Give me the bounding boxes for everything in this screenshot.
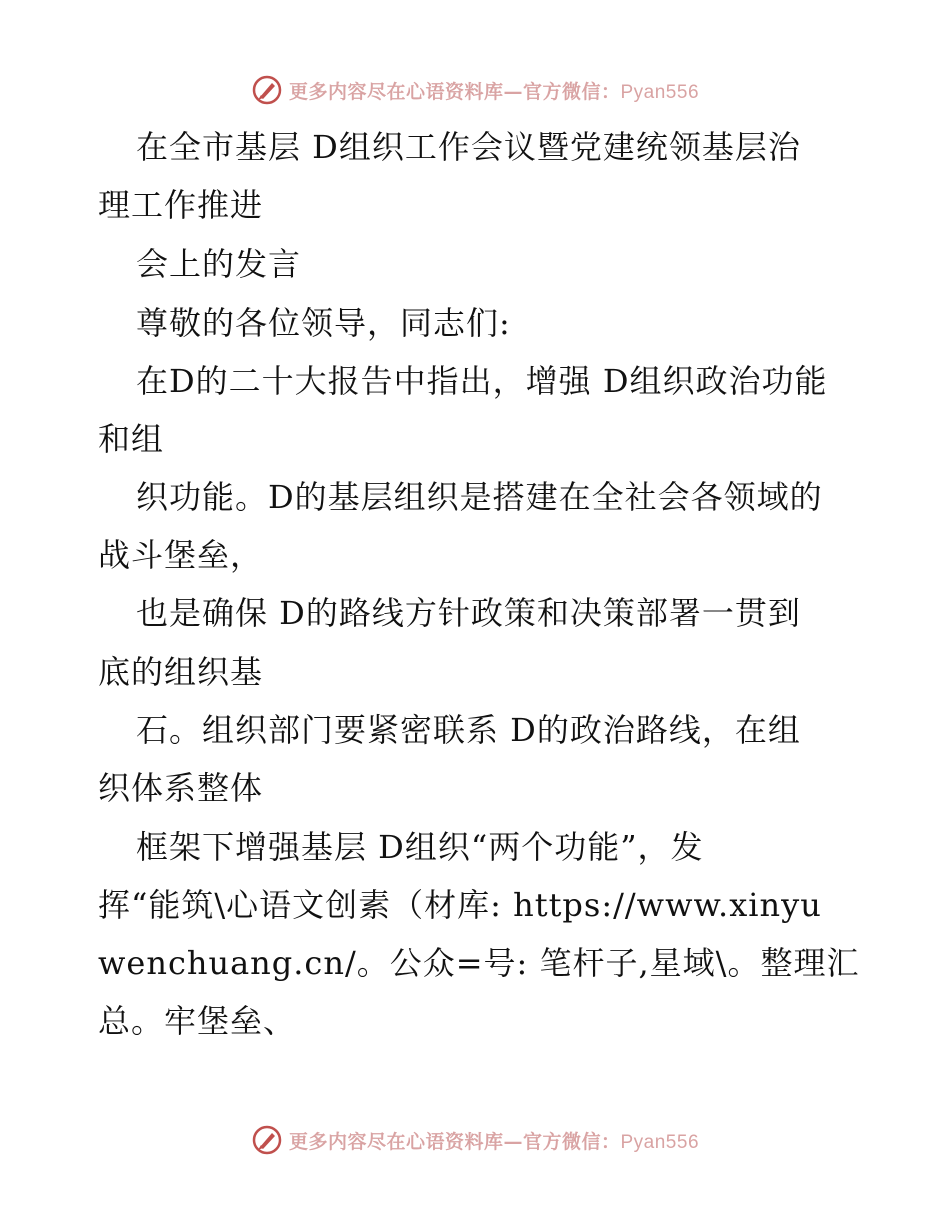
pen-nib-logo-icon (251, 74, 283, 106)
text-line: 织功能。D的基层组织是搭建在全社会各领域的 (136, 478, 823, 516)
footer-banner (0, 1120, 950, 1160)
text-line: 会上的发言 (136, 245, 302, 283)
text-line: 挥“能筑\心语文创素（材库: https://www.xinyu (98, 886, 822, 924)
header-banner-text: 更多内容尽在心语资料库—官方微信：Pyan556 (288, 80, 700, 103)
text-line: 底的组织基 (98, 653, 264, 691)
wechat-id: Pyan556 (620, 81, 700, 103)
text-line: 尊敬的各位领导，同志们: (136, 304, 511, 342)
header-banner (0, 70, 950, 110)
text-line: 战斗堡垒， (98, 536, 264, 574)
text-line: 框架下增强基层 D组织“两个功能”，发 (136, 828, 704, 866)
text-line: 和组 (98, 420, 165, 458)
footer-banner-text: 更多内容尽在心语资料库—官方微信：Pyan556 (288, 1130, 700, 1153)
pen-nib-logo-icon (251, 1124, 283, 1156)
text-line: 石。组织部门要紧密联系 D的政治路线，在组 (136, 711, 801, 749)
text-line: wenchuang.cn/。公众=号: 笔杆子,星域\。整理汇 (98, 944, 860, 982)
wechat-id: Pyan556 (620, 1131, 700, 1153)
text-line: 在D的二十大报告中指出，增强 D组织政治功能 (136, 362, 828, 400)
text-line: 理工作推进 (98, 186, 264, 224)
text-line: 总。牢堡垒、 (98, 1002, 297, 1040)
text-line: 在全市基层 D组织工作会议暨党建统领基层治 (136, 128, 801, 166)
text-line: 织体系整体 (98, 769, 264, 807)
text-line: 也是确保 D的路线方针政策和决策部署一贯到 (136, 594, 801, 632)
